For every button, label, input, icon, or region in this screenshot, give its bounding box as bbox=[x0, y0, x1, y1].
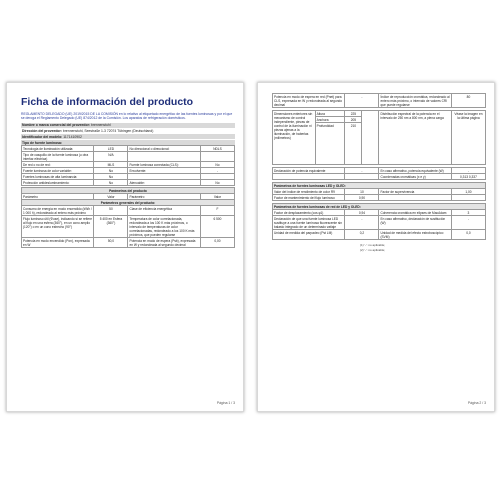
footnotes bbox=[272, 243, 486, 252]
table-cell: Clase de eficiencia energética bbox=[128, 206, 200, 216]
table-cell: LED bbox=[94, 146, 128, 152]
table-cell: Fuentes luminosas de alta luminancia: bbox=[22, 174, 94, 180]
table-cell: Valor del índice de rendimiento de color R9 bbox=[273, 189, 345, 195]
table-cell: 50,0 bbox=[94, 238, 128, 248]
table-row bbox=[22, 180, 235, 186]
table-row bbox=[273, 94, 486, 108]
regulation-text: REGLAMENTO DELEGADO (UE) 2019/2015 DE LA COMISIÓN en lo relativo al etiquetado energético de las fuentes luminosas y por el que se deroga el Reglamento Delegado (UE) 874/2012 de la Comisión. Los aparatos de refrigeración domésticos. bbox=[21, 111, 233, 121]
standby-table bbox=[272, 93, 486, 108]
table-cell: Atenuable: bbox=[128, 180, 200, 186]
table-cell: 225 bbox=[345, 111, 362, 117]
table-cell: 210 bbox=[345, 123, 362, 165]
table-cell: Factor de desplazamiento (cos φ1) bbox=[273, 210, 345, 216]
dimensions-label: Dimensiones exteriores sin mecanismo de control independiente, piezas de control de la iluminación ni piezas ajenas a la iluminación, de haberlas (milímetros) bbox=[273, 111, 316, 165]
general-title: Parámetros generales del producto: bbox=[22, 200, 235, 206]
table-cell: Fuente luminosa conectada (CLS): bbox=[128, 162, 200, 168]
mains-title: Parámetros de fuentes luminosas de red de LED y OLED: bbox=[273, 204, 486, 210]
table-row bbox=[273, 230, 486, 240]
dimensions-table bbox=[272, 110, 486, 165]
supplier-value: brennenstuhl bbox=[90, 123, 111, 128]
table-cell: MLS bbox=[94, 162, 128, 168]
table-cell: No bbox=[200, 162, 234, 168]
table-cell: Declaración de que una fuente luminosa LED sustituye a una fuente luminosa fluorescente sin balasto integrado de un determinado vatiaje bbox=[273, 216, 345, 230]
table-cell: Temperatura de color correlacionada, redondeada a los 100 K más próximos, o intervalo de temperaturas de color correlacionadas, redondeado a los 100 K más próximos, que pueden regularse bbox=[128, 216, 200, 238]
table-cell: F bbox=[200, 206, 234, 216]
model-value: 1171410902 bbox=[63, 134, 82, 139]
page-title: Ficha de información del producto bbox=[21, 96, 194, 108]
table-cell: 0,0 bbox=[451, 230, 485, 240]
table-cell: Declaración de potencia equivalente bbox=[273, 168, 345, 174]
table-cell: No direccional o direccional: bbox=[128, 146, 200, 152]
table-cell: Unidad de medida del parpadeo (Pst LM) bbox=[273, 230, 345, 240]
column-header: Parámetro bbox=[128, 194, 200, 200]
params-title: Parámetros del producto bbox=[22, 188, 235, 194]
table-cell: 0,90 bbox=[345, 195, 379, 201]
table-cell: Altura bbox=[315, 111, 345, 117]
table-cell: NDLS bbox=[200, 146, 234, 152]
table-cell: De red o no de red: bbox=[22, 162, 94, 168]
params-table bbox=[21, 187, 235, 248]
table-row bbox=[22, 152, 235, 162]
table-cell: Flujo luminoso útil (Φuse), indicando si se refiere al flujo en una esfera (360°), en un cono amplio (120°) o en un cono estrecho (90°) bbox=[22, 216, 94, 238]
footnote: (2) '-': no aplicable; bbox=[360, 247, 386, 252]
table-cell: Índice de reproducción cromática, redondeado al entero más próximo, o intervalo de valores CRI que puede regularse bbox=[380, 94, 450, 107]
table-row bbox=[273, 195, 486, 201]
led-title: Parámetros de fuentes luminosas LED y OLED: bbox=[273, 183, 486, 189]
table-cell: Coordenadas cromáticas (x e y) bbox=[379, 174, 451, 180]
column-header: Parámetro bbox=[22, 194, 94, 200]
table-cell: - bbox=[200, 168, 234, 174]
table-cell: En caso afirmativo, declaración de sustitución (W) bbox=[379, 216, 451, 230]
table-cell: Factor de mantenimiento del flujo luminoso bbox=[273, 195, 345, 201]
table-cell: - bbox=[451, 216, 485, 230]
table-row bbox=[273, 174, 486, 180]
mains-led-table bbox=[272, 203, 486, 240]
table-cell: Tecnología de iluminación utilizada: bbox=[22, 146, 94, 152]
table-cell: 0,313 0,337 bbox=[451, 174, 485, 180]
table-row bbox=[22, 206, 235, 216]
document-page-2 bbox=[257, 82, 495, 412]
table-cell: Consumo de energía en modo encendido (kWh / 1 000 h), redondeado al entero más próximo bbox=[22, 206, 94, 216]
table-cell: Factor de supervivencia bbox=[379, 189, 451, 195]
model-row bbox=[21, 134, 235, 139]
page-number: Página 2 / 3 bbox=[467, 401, 486, 405]
table-cell: 3 bbox=[451, 210, 485, 216]
document-page-1 bbox=[6, 82, 244, 412]
table-cell: 10 bbox=[345, 189, 379, 195]
table-cell: No bbox=[94, 180, 128, 186]
table-cell bbox=[451, 195, 485, 201]
table-cell bbox=[200, 152, 234, 162]
table-row bbox=[22, 238, 235, 248]
table-cell: 0,94 bbox=[345, 210, 379, 216]
table-cell bbox=[345, 174, 379, 180]
table-cell: Tipo de casquillo de la fuente luminosa (u otra interfaz eléctrica) bbox=[22, 152, 94, 162]
spectral-label: Distribución espectral de la potencia en el intervalo de 250 nm a 800 nm, a plena carga bbox=[379, 111, 451, 165]
table-cell: - bbox=[345, 216, 379, 230]
table-cell bbox=[379, 195, 451, 201]
table-cell: Coherencia cromática en elipses de MacAdam bbox=[379, 210, 451, 216]
model-label: Identificador del modelo: bbox=[22, 134, 63, 139]
footnote: (1) '-': no aplicable; bbox=[360, 243, 386, 247]
table-cell: 0,2 bbox=[345, 230, 379, 240]
table-cell: - bbox=[451, 168, 485, 174]
table-cell: 6 500 bbox=[200, 216, 234, 238]
address-row bbox=[21, 128, 235, 133]
column-header: Valor bbox=[94, 194, 128, 200]
equivalent-table bbox=[272, 167, 486, 180]
table-cell: 5 400 en Esfera (360°) bbox=[94, 216, 128, 238]
table-cell: Profundidad bbox=[315, 123, 345, 165]
page-number: Página 1 / 3 bbox=[216, 401, 235, 405]
table-cell: 1,00 bbox=[451, 189, 485, 195]
type-table bbox=[21, 145, 235, 186]
table-row bbox=[22, 216, 235, 238]
table-cell bbox=[273, 174, 345, 180]
table-cell: 205 bbox=[345, 117, 362, 123]
table-row bbox=[273, 111, 486, 117]
table-cell: 50 bbox=[94, 206, 128, 216]
address-value: brennenstuhl, Seestraße 1-3 72074 Tübingen (Deutschland) bbox=[62, 128, 154, 133]
table-cell: No bbox=[94, 168, 128, 174]
table-cell: N/A bbox=[94, 152, 128, 162]
address-label: Dirección del proveedor: bbox=[22, 128, 62, 133]
table-cell: Potencia en modo encendido (Pon), expresada en W bbox=[22, 238, 94, 248]
table-cell: Fuente luminosa de color variable: bbox=[22, 168, 94, 174]
table-cell: Potencia en modo de espera en red (Pnet) para CLS, expresada en W y redondeada al segundo decimal bbox=[273, 94, 345, 108]
table-cell bbox=[128, 152, 200, 162]
spectral-value: Véase la imagen en la última página bbox=[451, 111, 485, 165]
type-heading: Tipo de fuente luminosa: bbox=[21, 140, 235, 145]
table-cell: Anchura bbox=[315, 117, 345, 123]
led-table bbox=[272, 182, 486, 201]
table-cell: Protección antideslumbramiento: bbox=[22, 180, 94, 186]
table-cell bbox=[362, 111, 379, 165]
table-cell: - bbox=[345, 94, 379, 108]
table-cell: 0,00 bbox=[200, 238, 234, 248]
table-row bbox=[273, 216, 486, 230]
column-header: Valor bbox=[200, 194, 234, 200]
supplier-label: Nombre o marca comercial del proveedor: bbox=[22, 123, 91, 128]
table-cell: No bbox=[94, 174, 128, 180]
table-cell: En caso afirmativo, potencia equivalente (W) bbox=[379, 168, 451, 174]
table-cell: 80 bbox=[451, 94, 485, 108]
table-cell: - bbox=[345, 168, 379, 174]
table-cell: Unidad de medida del efecto estroboscópico (SVM) bbox=[379, 230, 451, 240]
table-cell: Envolvente: bbox=[128, 168, 200, 174]
table-cell: No bbox=[200, 180, 234, 186]
table-cell: Potencia en modo de espera (Psb), expresada en W y redondeada al segundo decimal bbox=[128, 238, 200, 248]
